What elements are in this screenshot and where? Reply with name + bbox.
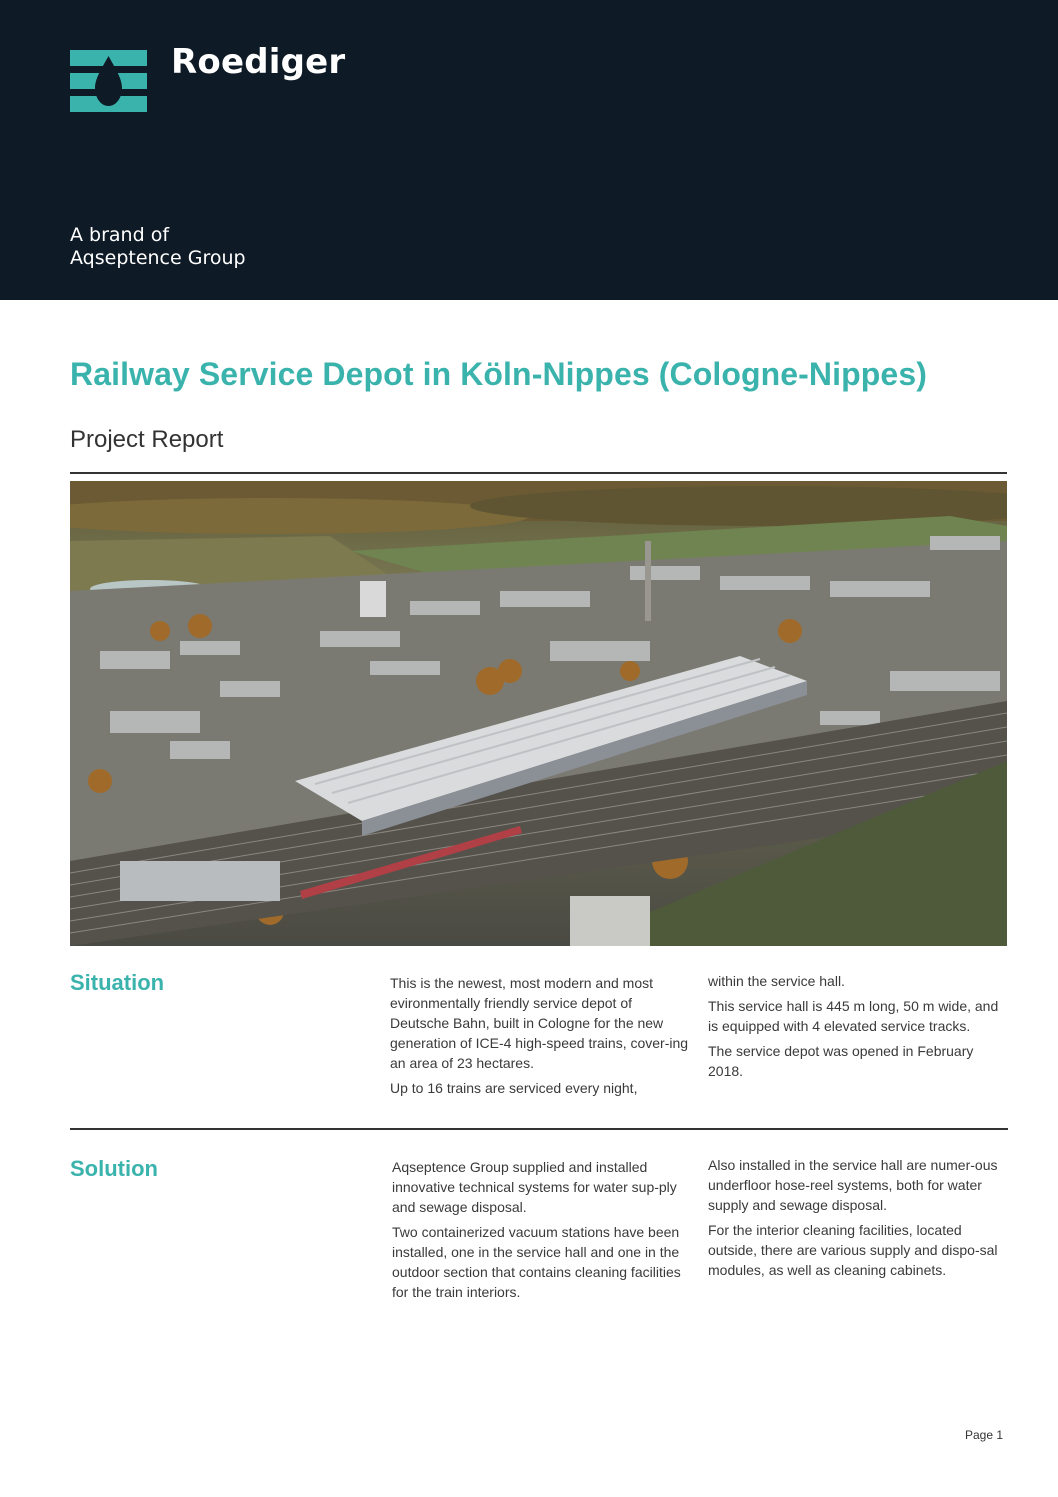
- situation-heading: Situation: [70, 970, 165, 995]
- situation-column-1: [390, 973, 690, 1103]
- tagline-line-2: Aqseptence Group: [70, 247, 246, 269]
- header-banner: [0, 0, 1058, 300]
- paragraph: within the service hall.: [708, 973, 845, 989]
- paragraph: Aqseptence Group supplied and installed innovative technical systems for water sup-ply and sewage disposal.: [392, 1159, 677, 1215]
- page-number: Page 1: [965, 1428, 1004, 1442]
- paragraph: This service hall is 445 m long, 50 m wide, and is equipped with 4 elevated service tracks.: [708, 998, 999, 1034]
- paragraph: For the interior cleaning facilities, located outside, there are various supply and dispo-sal modules, as well as cleaning cabinets.: [708, 1222, 998, 1278]
- tagline-line-1: A brand of: [70, 224, 170, 246]
- paragraph: Two containerized vacuum stations have been installed, one in the service hall and one in the outdoor section that contains cleaning facilities for the train interiors.: [392, 1224, 681, 1300]
- solution-column-2: [708, 1155, 1008, 1285]
- paragraph: This is the newest, most modern and most evironmentally friendly service depot of Deutsche Bahn, built in Cologne for the new generation of ICE-4 high-speed trains, cover-ing an area of 23 hectares.: [390, 975, 689, 1071]
- page-subtitle: Project Report: [70, 426, 224, 453]
- paragraph: Up to 16 trains are serviced every night,: [390, 1080, 638, 1096]
- situation-column-2: [708, 971, 1008, 1086]
- brand-name: Roediger: [171, 42, 346, 82]
- page-title: Railway Service Depot in Köln-Nippes (Cologne-Nippes): [70, 356, 927, 392]
- paragraph: Also installed in the service hall are numer-ous underfloor hose-reel systems, both for water supply and sewage disposal.: [708, 1157, 998, 1213]
- aerial-photo: [70, 481, 1007, 946]
- brand-tagline: [70, 224, 246, 270]
- solution-heading: Solution: [70, 1156, 158, 1181]
- divider: [70, 1128, 1008, 1130]
- solution-column-1: [392, 1157, 692, 1307]
- paragraph: The service depot was opened in February 2018.: [708, 1043, 974, 1079]
- roediger-logo-icon: [70, 50, 147, 112]
- divider: [70, 472, 1007, 474]
